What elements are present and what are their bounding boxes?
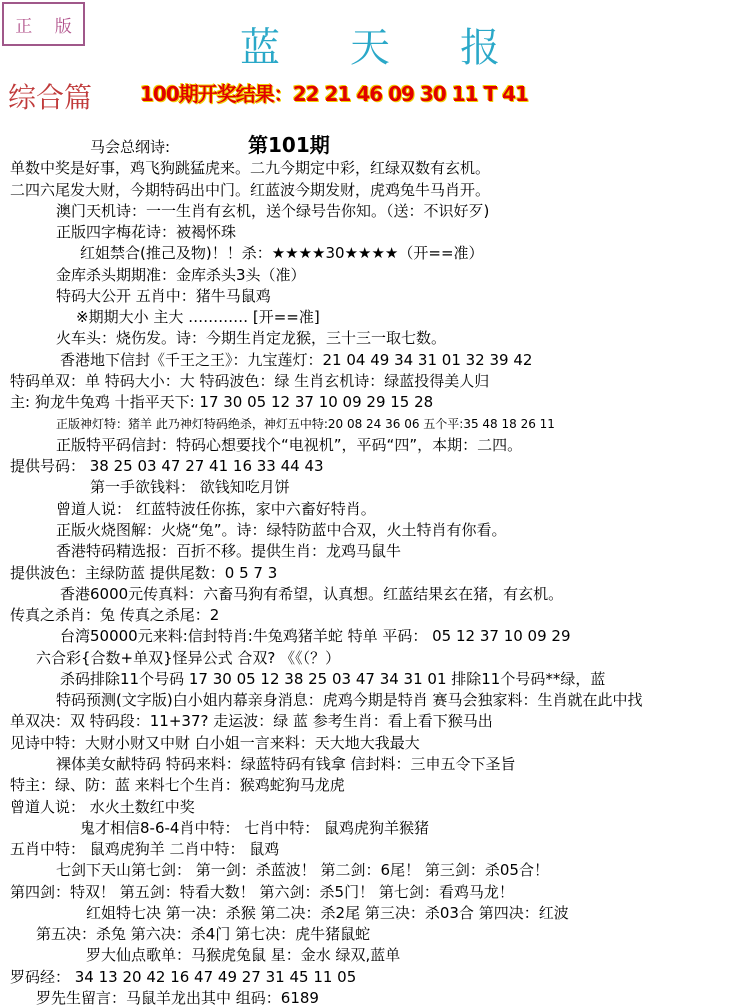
text-line: 澳门天机诗：一一生肖有玄机，送个绿号告你知。（送：不识好歹) [56,202,490,220]
text-line: 单双决：双 特码段：11+37? 走运波：绿 蓝 参考生肖：看上看下猴马出 [10,712,493,730]
text-line: 第四剑：特双！ 第五剑：特看大数！ 第六剑：杀5门！ 第七剑：看鸡马龙！ [10,883,514,901]
stamp-char: 正 [15,16,33,37]
text-line: 特码大公开 五肖中：猪牛马鼠鸡 [56,287,271,305]
text-line: 香港地下信封《千王之王》：九宝莲灯：21 04 49 34 31 01 32 39 42 [60,351,533,369]
text-line: 正版特平码信封：特码心想要找个“电视机”，平码“四”，本期：二四。 [56,436,523,454]
text-line: 金库杀头期期准：金库杀头3头（准） [56,266,306,284]
text-line: 传真之杀肖：兔 传真之杀尾：2 [10,606,220,624]
stamp-char: 版 [54,16,72,37]
draw-results: 100期开奖结果：22 21 46 09 30 11 T 41 [140,82,528,106]
text-line: 罗大仙点歌单：马猴虎兔鼠 星：金水 绿双,蓝单 [86,946,401,964]
text-line: 二四六尾发大财，今期特码出中门。红蓝波今期发财，虎鸡兔牛马肖开。 [10,181,491,199]
text-line: 见诗中特：大财小财又中财 白小姐一言来料：天大地大我最大 [10,734,420,752]
text-line: ※期期大小 主大 ………… [开==准] [76,308,320,326]
text-line: 第五决：杀兔 第六决：杀4门 第七决：虎牛猪鼠蛇 [36,925,371,943]
text-line: 曾道人说： 红蓝特波任你拣，家中六畜好特肖。 [56,500,376,518]
text-line: 提供号码： 38 25 03 47 27 41 16 33 44 43 [10,457,324,475]
text-line: 七剑下天山第七剑： 第一剑：杀蓝波！ 第二剑：6尾！ 第三剑：杀05合！ [56,861,549,879]
text-line: 裸体美女献特码 特码来料：绿蓝特码有钱拿 信封料：三申五令下圣旨 [56,755,516,773]
text-line: 特码单双：单 特码大小：大 特码波色：绿 生肖玄机诗：绿蓝投得美人归 [10,372,490,390]
text-line: 香港6000元传真料：六畜马狗有希望，认真想。红蓝结果玄在猪，有玄机。 [60,585,564,603]
page-title [240,14,500,74]
text-line: 火车头：烧伤发。诗：今期生肖定龙猴，三十三一取七数。 [56,329,447,347]
text-line: 特主：绿、防：蓝 来料七个生肖：猴鸡蛇狗马龙虎 [10,776,345,794]
text-line: 五肖中特： 鼠鸡虎狗羊 二肖中特： 鼠鸡 [10,840,280,858]
text-line: 台湾50000元来料:信封特肖:牛兔鸡猪羊蛇 特单 平码： 05 12 37 10 09 29 [60,627,571,645]
text-line: 红姐禁合(推己及物)！！杀：★★★★30★★★★（开==准） [80,244,484,262]
text-line: 香港特码精选报：百折不移。提供生肖：龙鸡马鼠牛 [56,542,402,560]
title-char: 天 [350,24,390,71]
issue-number: 第101期 [248,133,330,157]
text-line: 特码预测(文字版)白小姐内幕亲身消息：虎鸡今期是特肖 赛马会独家料：生肖就在此中找 [56,691,643,709]
text-line: 提供波色：主绿防蓝 提供尾数：0 5 7 3 [10,564,278,582]
text-line: 正版四字梅花诗：被褐怀珠 [56,223,237,241]
text-line: 鬼才相信8-6-4肖中特： 七肖中特： 鼠鸡虎狗羊猴猪 [80,819,429,837]
text-line: 罗先生留言：马鼠羊龙出其中 组码：6189 [36,989,319,1007]
text-line: 杀码排除11个号码 17 30 05 12 38 25 03 47 34 31 01 排除11个号码**绿，蓝 [60,670,606,688]
text-line: 单数中奖是好事，鸡飞狗跳猛虎来。二九今期定中彩，红绿双数有玄机。 [10,159,491,177]
genuine-edition-stamp [2,2,85,46]
title-char: 蓝 [240,24,280,71]
text-line: 第一手欲钱料： 欲钱知吃月饼 [90,478,290,496]
title-char: 报 [460,24,500,71]
text-line: 六合彩{合数+单双}怪异公式 合双? 《《（？） [36,649,341,667]
text-line: 红姐特七决 第一决：杀猴 第二决：杀2尾 第三决：杀03合 第四决：红波 [86,904,569,922]
text-line: 主: 狗龙牛兔鸡 十指平天下: 17 30 05 12 37 10 09 29 15 28 [10,393,434,411]
text-line: 罗码经： 34 13 20 42 16 47 49 27 31 45 11 05 [10,968,357,986]
text-line: 正版神灯特：猪羊 此乃神灯特码绝杀，神灯五中特:20 08 24 36 06 五个平:35 48 18 26 11 [56,417,555,431]
section-label: 综合篇 [8,81,93,114]
text-line: 马会总纲诗: [90,138,171,156]
text-line: 曾道人说： 水火土数红中奖 [10,798,195,816]
text-line: 正版火烧图解：火烧“兔”。诗：绿特防蓝中合双，火土特肖有你看。 [56,521,507,539]
